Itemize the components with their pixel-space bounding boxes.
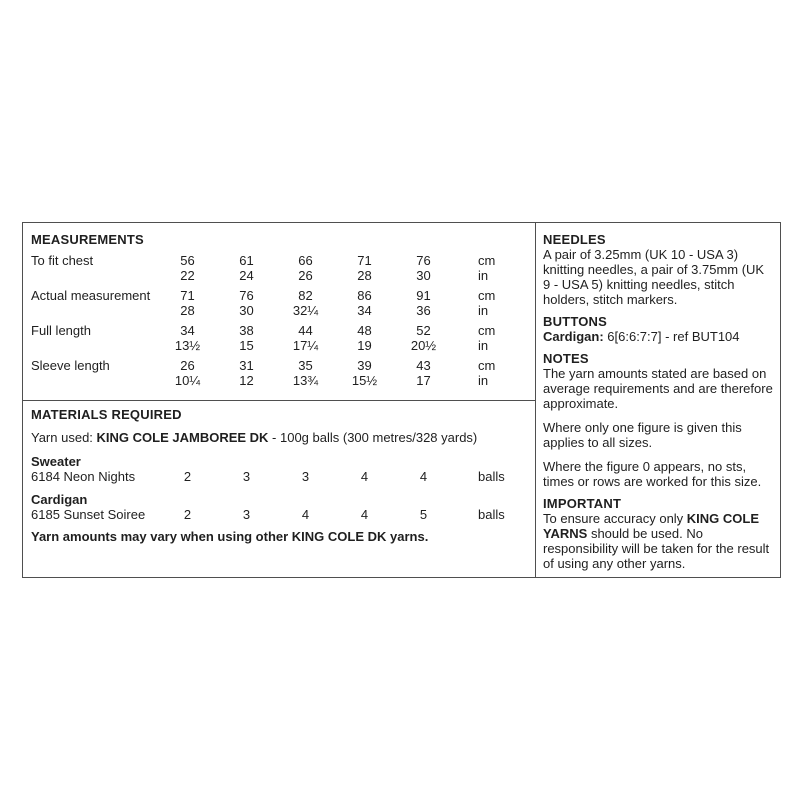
ball-quantity: 3 xyxy=(301,469,310,484)
measurement-row xyxy=(31,254,535,283)
buttons-section xyxy=(543,314,774,344)
yarn-brand: KING COLE JAMBOREE DK xyxy=(96,430,269,445)
garment-name: Sweater xyxy=(31,454,81,469)
buttons-heading: BUTTONS xyxy=(543,314,607,329)
size-value: 28 xyxy=(357,267,372,283)
size-value: 38 xyxy=(239,323,254,338)
important-heading: IMPORTANT xyxy=(543,496,622,511)
shade-name: 6184 Neon Nights xyxy=(31,469,136,484)
size-value: 17¼ xyxy=(292,337,319,353)
size-value: 76 xyxy=(239,288,254,303)
unit-label: in xyxy=(478,372,489,388)
shade-name: 6185 Sunset Soiree xyxy=(31,506,146,522)
important-seg1: To ensure accuracy only xyxy=(543,511,687,526)
material-item xyxy=(31,454,535,485)
size-value: 66 xyxy=(298,253,313,268)
size-value: 35 xyxy=(298,358,313,373)
measurement-label: Sleeve length xyxy=(31,358,110,373)
measurement-row xyxy=(31,359,535,388)
important-section xyxy=(543,496,774,571)
size-value: 86 xyxy=(357,288,372,303)
yarn-used-line xyxy=(31,430,535,445)
size-value: 17 xyxy=(416,372,431,388)
size-value: 26 xyxy=(180,358,195,373)
materials-panel xyxy=(23,400,535,577)
measurement-label: To fit chest xyxy=(31,253,94,268)
needles-section xyxy=(543,232,774,307)
size-value: 26 xyxy=(298,267,313,283)
important-seg3: should be used. No responsibility will be taken for the result of using any other yarns. xyxy=(543,526,770,571)
balls-unit: balls xyxy=(478,506,505,522)
material-item xyxy=(31,492,535,523)
needles-text: A pair of 3.25mm (UK 10 - USA 3) knitting needles, a pair of 3.75mm (UK 9 - USA 5) knitting needles, stitch holders, stitch markers. xyxy=(543,247,765,307)
needles-heading: NEEDLES xyxy=(543,232,606,247)
shade-row xyxy=(31,507,535,523)
size-value: 15½ xyxy=(351,372,378,388)
size-value: 28 xyxy=(180,302,195,318)
measurement-row xyxy=(31,289,535,318)
size-value: 34 xyxy=(180,323,195,338)
buttons-value: 6[6:6:7:7] - ref BUT104 xyxy=(603,329,740,344)
measurement-label: Full length xyxy=(31,323,91,338)
unit-label: cm xyxy=(478,253,496,268)
size-value: 20½ xyxy=(410,337,437,353)
size-value: 76 xyxy=(416,253,431,268)
unit-label: in xyxy=(478,302,489,318)
unit-label: cm xyxy=(478,358,496,373)
size-value: 61 xyxy=(239,253,254,268)
shade-row xyxy=(31,469,535,485)
right-panel xyxy=(535,223,780,577)
left-column xyxy=(23,223,535,577)
size-value: 19 xyxy=(357,337,372,353)
ball-quantity: 3 xyxy=(242,469,251,484)
size-value: 39 xyxy=(357,358,372,373)
ball-quantity: 2 xyxy=(183,469,192,484)
measurements-heading: MEASUREMENTS xyxy=(31,232,144,247)
size-value: 10¼ xyxy=(174,372,201,388)
yarn-used-suffix: - 100g balls (300 metres/328 yards) xyxy=(268,430,478,445)
measurement-label: Actual measurement xyxy=(31,288,151,303)
size-value: 91 xyxy=(416,288,431,303)
unit-label: cm xyxy=(478,288,496,303)
notes-section xyxy=(543,351,774,489)
measurements-panel xyxy=(23,223,535,400)
unit-label: in xyxy=(478,337,489,353)
size-value: 12 xyxy=(239,372,254,388)
size-value: 36 xyxy=(416,302,431,318)
ball-quantity: 5 xyxy=(419,506,428,522)
notes-paragraph: Where the figure 0 appears, no sts, times or rows are worked for this size. xyxy=(543,459,762,489)
notes-heading: NOTES xyxy=(543,351,589,366)
size-value: 13¾ xyxy=(292,372,319,388)
size-value: 30 xyxy=(416,267,431,283)
important-text xyxy=(543,511,774,571)
size-value: 24 xyxy=(239,267,254,283)
ball-quantity: 4 xyxy=(360,506,369,522)
size-value: 32¼ xyxy=(292,302,319,318)
size-value: 34 xyxy=(357,302,372,318)
buttons-garment-label: Cardigan: xyxy=(543,329,604,344)
size-value: 71 xyxy=(180,288,195,303)
garment-name: Cardigan xyxy=(31,491,88,507)
buttons-text xyxy=(543,329,774,344)
ball-quantity: 4 xyxy=(360,469,369,484)
size-value: 13½ xyxy=(174,337,201,353)
unit-label: in xyxy=(478,267,489,283)
size-value: 22 xyxy=(180,267,195,283)
size-value: 52 xyxy=(416,323,431,338)
yarn-note: Yarn amounts may vary when using other KING COLE DK yarns. xyxy=(31,529,429,544)
size-value: 71 xyxy=(357,253,372,268)
balls-unit: balls xyxy=(478,469,505,484)
ball-quantity: 4 xyxy=(419,469,428,484)
unit-label: cm xyxy=(478,323,496,338)
yarn-used-prefix: Yarn used: xyxy=(31,430,97,445)
important-brand: KING COLE YARNS xyxy=(543,511,760,541)
size-value: 15 xyxy=(239,337,254,353)
materials-heading: MATERIALS REQUIRED xyxy=(31,407,182,422)
size-value: 43 xyxy=(416,358,431,373)
size-value: 44 xyxy=(298,323,313,338)
size-value: 82 xyxy=(298,288,313,303)
ball-quantity: 3 xyxy=(242,506,251,522)
size-value: 30 xyxy=(239,302,254,318)
measurement-row xyxy=(31,324,535,353)
ball-quantity: 4 xyxy=(301,506,310,522)
size-value: 48 xyxy=(357,323,372,338)
notes-paragraph: The yarn amounts stated are based on average requirements and are therefore approximate. xyxy=(543,366,773,411)
ball-quantity: 2 xyxy=(183,506,192,522)
pattern-info-box xyxy=(22,222,781,578)
size-value: 31 xyxy=(239,358,254,373)
notes-paragraph: Where only one figure is given this applies to all sizes. xyxy=(543,420,742,450)
size-value: 56 xyxy=(180,253,195,268)
